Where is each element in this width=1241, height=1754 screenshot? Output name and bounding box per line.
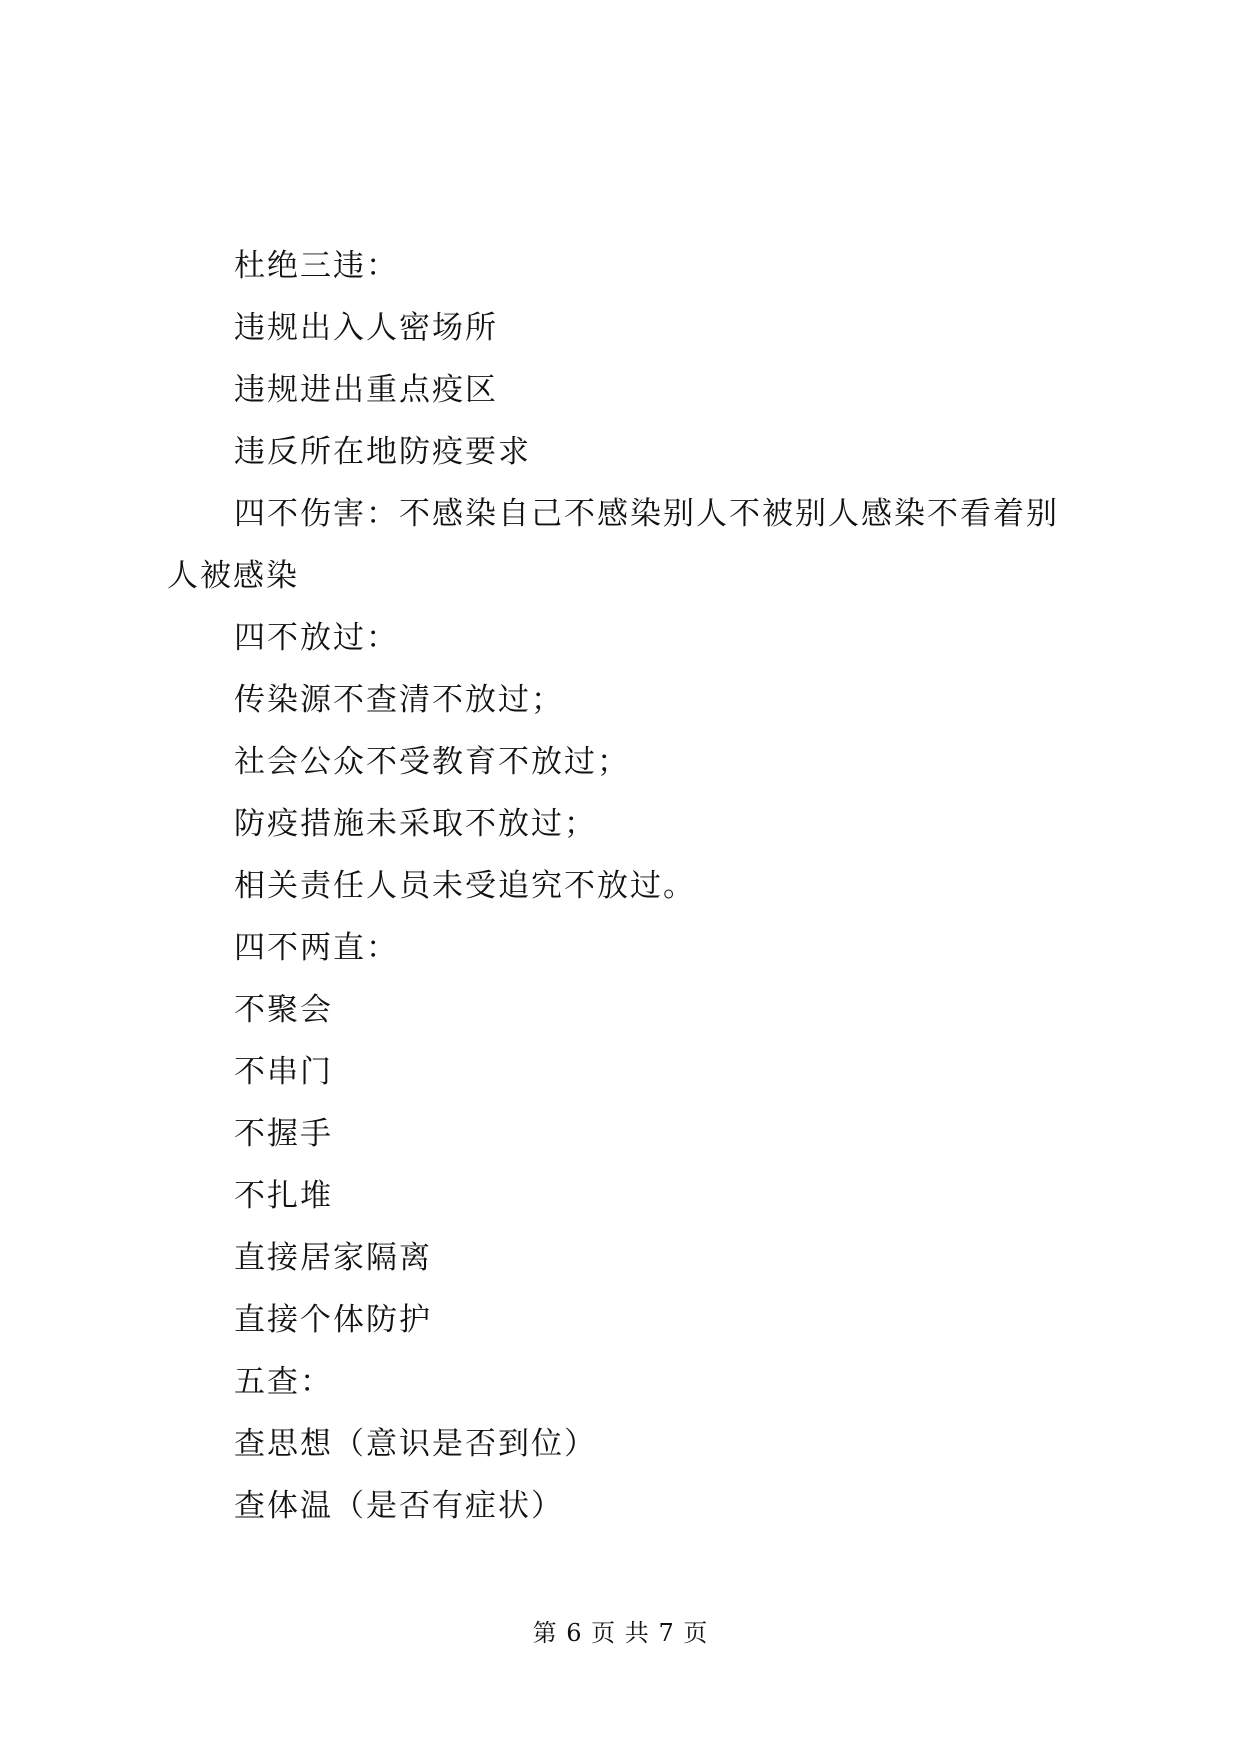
- paragraph: 直接个体防护: [234, 1302, 432, 1338]
- paragraph: 四不放过：: [234, 620, 399, 656]
- paragraph: 社会公众不受教育不放过；: [234, 744, 630, 780]
- paragraph: 四不伤害：不感染自己不感染别人不被别人感染不看着别人被感染: [167, 496, 1059, 594]
- paragraph: 杜绝三违：: [234, 248, 399, 284]
- paragraph: 不聚会: [234, 992, 333, 1028]
- paragraph: 不串门: [234, 1054, 333, 1090]
- paragraph: 违规进出重点疫区: [234, 372, 498, 408]
- paragraph: 不扎堆: [234, 1178, 333, 1214]
- paragraph: 查思想（意识是否到位）: [234, 1426, 597, 1462]
- paragraph: 违规出入人密场所: [234, 310, 498, 346]
- paragraph: 传染源不查清不放过；: [234, 682, 564, 718]
- paragraph: 直接居家隔离: [234, 1240, 432, 1276]
- paragraph: 四不两直：: [234, 930, 399, 966]
- page-number-footer: 第 6 页 共 7 页: [532, 1619, 709, 1647]
- paragraph: 违反所在地防疫要求: [234, 434, 531, 470]
- document-body: [167, 235, 1087, 1537]
- paragraph: 查体温（是否有症状）: [234, 1488, 564, 1524]
- paragraph: 相关责任人员未受追究不放过。: [234, 868, 696, 904]
- paragraph: 防疫措施未采取不放过；: [234, 806, 597, 842]
- paragraph: 五查：: [234, 1364, 333, 1400]
- paragraph: 不握手: [234, 1116, 333, 1152]
